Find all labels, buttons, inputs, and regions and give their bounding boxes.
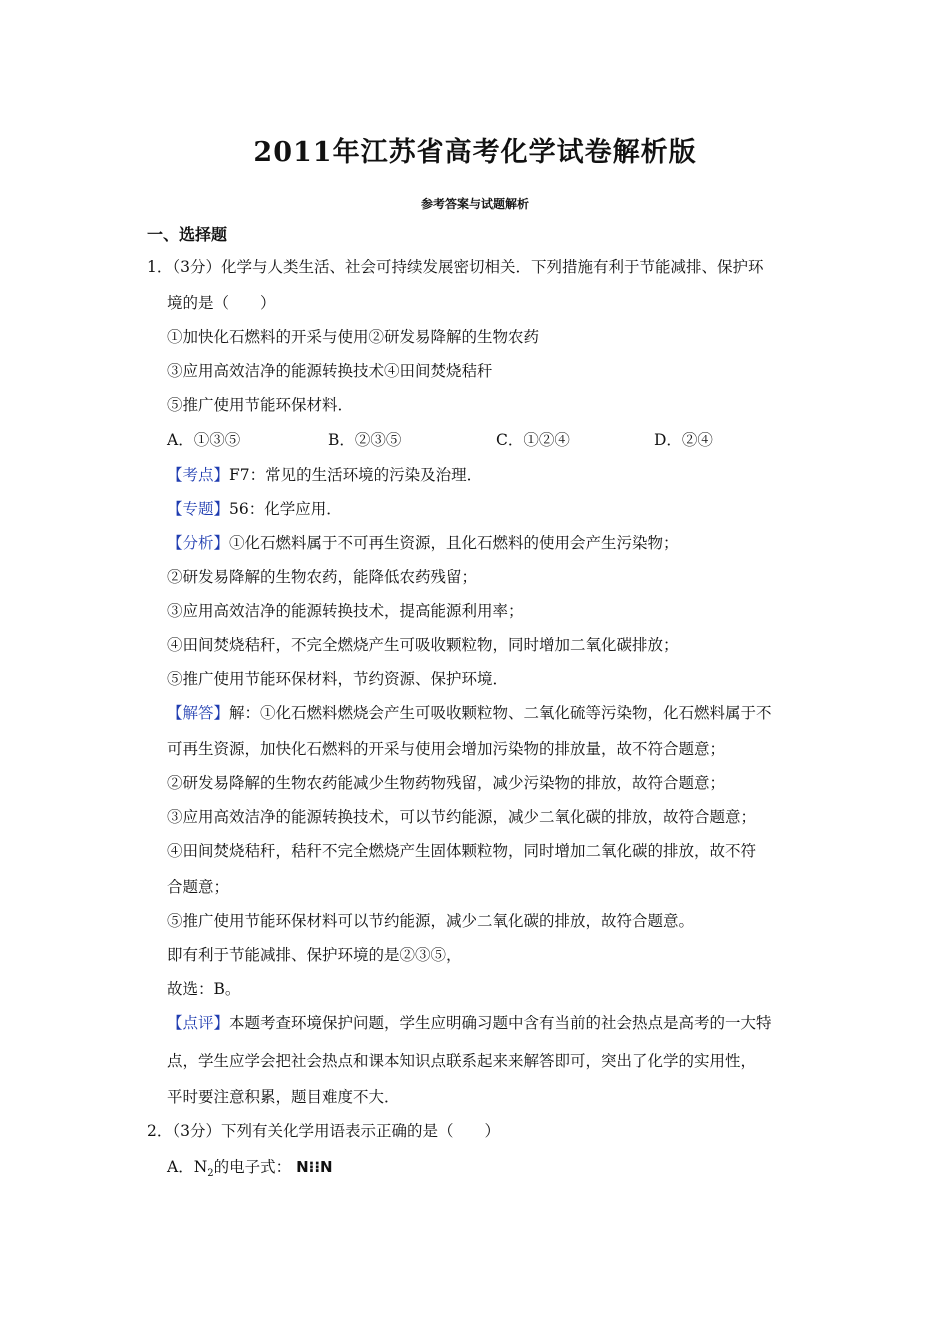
q1-option-a: A．①③⑤ <box>167 431 241 449</box>
q2-option-a <box>167 1157 333 1184</box>
fenxi-tag: 【分析】 <box>167 534 230 552</box>
q2-option-a-suffix: 的电子式： <box>213 1158 292 1176</box>
fenxi-line-2: ②研发易降解的生物农药，能降低农药残留； <box>167 568 478 586</box>
fenxi-line-3: ③应用高效洁净的能源转换技术，提高能源利用率； <box>167 602 524 620</box>
q1-jieda <box>167 703 772 723</box>
jieda-line-5: ④田间焚烧秸秆，秸秆不完全燃烧产生固体颗粒物，同时增加二氧化碳的排放，故不符 <box>167 842 757 860</box>
q1-item-3-4: ③应用高效洁净的能源转换技术④田间焚烧秸秆 <box>167 362 493 380</box>
document-title: 2011年江苏省高考化学试卷解析版 <box>253 137 697 168</box>
fenxi-line-5: ⑤推广使用节能环保材料，节约资源、保护环境． <box>167 670 509 688</box>
q1-option-d: D．②④ <box>654 431 713 449</box>
kaodian-text: F7：常见的生活环境的污染及治理． <box>229 466 483 484</box>
q1-stem-line-1: 1．（3分）化学与人类生活、社会可持续发展密切相关．下列措施有利于节能减排、保护环 <box>147 258 764 276</box>
q1-zhuanti <box>167 499 342 519</box>
q1-fenxi <box>167 533 679 553</box>
dianping-tag: 【点评】 <box>167 1014 230 1032</box>
q1-item-5: ⑤推广使用节能环保材料． <box>167 396 354 414</box>
q1-kaodian <box>167 465 482 485</box>
q1-option-b: B．②③⑤ <box>328 431 402 449</box>
jieda-line-3: ②研发易降解的生物农药能减少生物药物残留，减少污染物的排放，故符合题意； <box>167 774 726 792</box>
zhuanti-tag: 【专题】 <box>167 500 230 518</box>
jieda-line-9: 故选：B。 <box>167 980 241 998</box>
jieda-line-8: 即有利于节能减排、保护环境的是②③⑤， <box>167 946 462 964</box>
jieda-line-1: 解：①化石燃料燃烧会产生可吸收颗粒物、二氧化硫等污染物，化石燃料属于不 <box>229 704 772 722</box>
jieda-line-2: 可再生资源，加快化石燃料的开采与使用会增加污染物的排放量，故不符合题意； <box>167 740 726 758</box>
q1-option-c: C．①②④ <box>496 431 570 449</box>
dianping-line-1: 本题考查环境保护问题，学生应明确习题中含有当前的社会热点是高考的一大特 <box>229 1014 772 1032</box>
document-subtitle: 参考答案与试题解析 <box>420 197 529 211</box>
section-heading: 一、选择题 <box>147 225 228 244</box>
dianping-line-3: 平时要注意积累，题目难度不大． <box>167 1088 400 1106</box>
q1-dianping <box>167 1013 772 1033</box>
dianping-line-2: 点，学生应学会把社会热点和课本知识点联系起来来解答即可，突出了化学的实用性， <box>167 1052 757 1070</box>
jieda-line-6: 合题意； <box>167 878 230 896</box>
q1-stem-line-2: 境的是（ ） <box>167 294 276 312</box>
jieda-tag: 【解答】 <box>167 704 230 722</box>
q2-option-a-subscript: 2 <box>207 1168 214 1180</box>
jieda-line-4: ③应用高效洁净的能源转换技术，可以节约能源，减少二氧化碳的排放，故符合题意； <box>167 808 757 826</box>
n2-electron-formula: N⁝⁝N <box>296 1158 333 1176</box>
kaodian-tag: 【考点】 <box>167 466 230 484</box>
zhuanti-text: 56：化学应用． <box>229 500 342 518</box>
jieda-line-7: ⑤推广使用节能环保材料可以节约能源，减少二氧化碳的排放，故符合题意。 <box>167 912 695 930</box>
q1-item-1-2: ①加快化石燃料的开采与使用②研发易降解的生物农药 <box>167 328 540 346</box>
q2-stem: 2．（3分）下列有关化学用语表示正确的是（ ） <box>147 1122 500 1140</box>
q2-option-a-prefix: A．N <box>167 1158 208 1176</box>
fenxi-line-4: ④田间焚烧秸秆，不完全燃烧产生可吸收颗粒物，同时增加二氧化碳排放； <box>167 636 679 654</box>
fenxi-line-1: ①化石燃料属于不可再生资源，且化石燃料的使用会产生污染物； <box>229 534 679 552</box>
